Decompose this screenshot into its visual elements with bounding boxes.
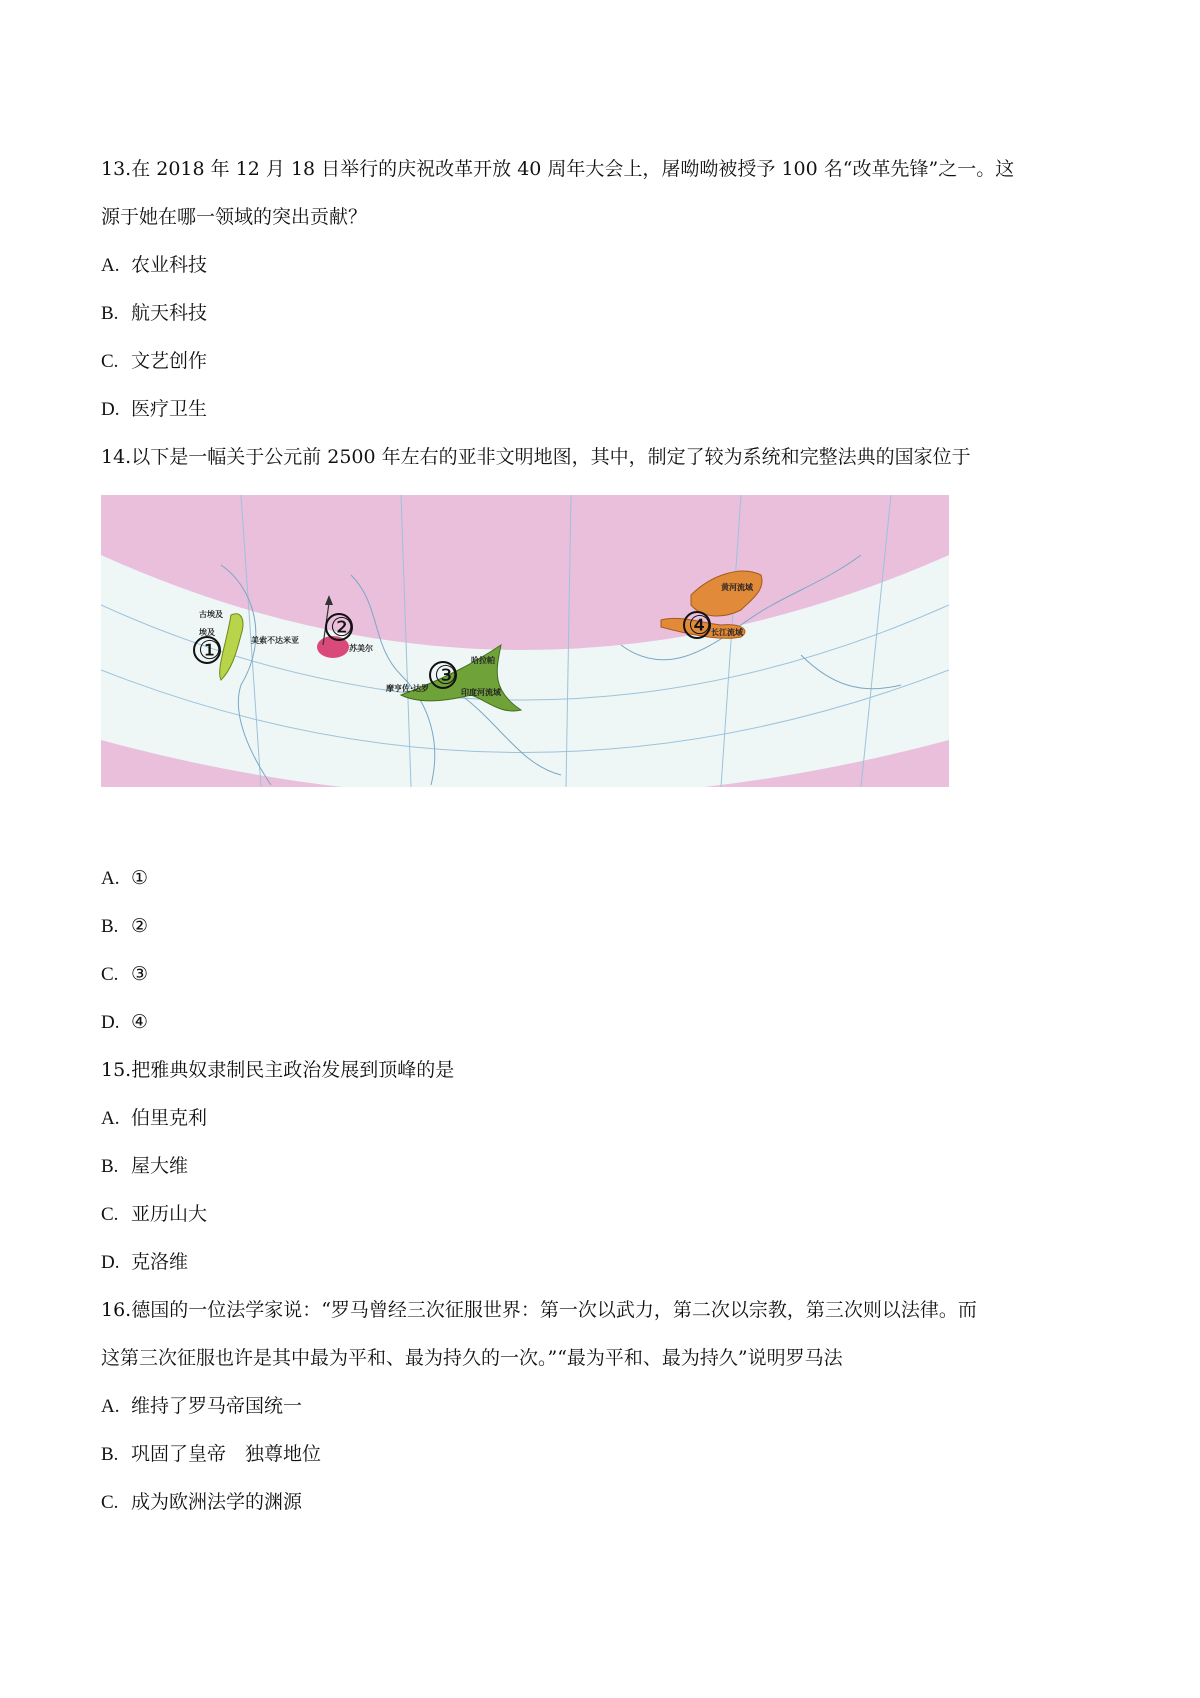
option-letter: A. (101, 868, 120, 889)
q16-option-a[interactable] (101, 1397, 302, 1416)
option-letter: D. (101, 399, 120, 420)
q15-option-a[interactable] (101, 1109, 207, 1128)
label-yangtze: 长江流域 (711, 628, 743, 637)
option-text: 医疗卫生 (131, 398, 208, 420)
q13-stem-line2: 源于她在哪一领域的突出贡献？ (101, 206, 368, 228)
yellow-river-region (691, 571, 762, 616)
q16-stem-line2: 这第三次征服也许是其中最为平和、最为持久的一次。”“最为平和、最为持久”说明罗马法 (101, 1347, 843, 1369)
option-text: ① (131, 867, 149, 889)
option-text: 克洛维 (131, 1251, 189, 1273)
q13-option-b[interactable] (101, 304, 207, 323)
option-letter: A. (101, 255, 120, 276)
q14-option-c[interactable] (101, 965, 148, 984)
option-letter: C. (101, 1204, 119, 1225)
label-egypt: 古埃及 (199, 610, 223, 619)
label-mohenjo: 摩亨佐·达罗 (386, 684, 430, 693)
label-mesopotamia: 美索不达米亚 (251, 636, 299, 645)
option-letter: C. (101, 351, 119, 372)
marker-2 (326, 613, 353, 643)
option-letter: C. (101, 1492, 119, 1513)
q13-option-a[interactable] (101, 256, 207, 275)
q16-option-b[interactable] (101, 1445, 321, 1464)
option-letter: A. (101, 1396, 120, 1417)
option-text: 屋大维 (131, 1155, 189, 1177)
marker-3-label: ③ (434, 661, 458, 691)
q13-option-c[interactable] (101, 352, 207, 371)
q15-option-d[interactable] (101, 1253, 188, 1272)
option-text: 维持了罗马帝国统一 (131, 1395, 303, 1417)
option-text: ③ (131, 963, 149, 985)
label-egypt2: 埃及 (199, 628, 215, 637)
option-letter: A. (101, 1108, 120, 1129)
label-indus: 印度河流域 (461, 688, 501, 697)
map-svg (101, 495, 949, 787)
option-letter: C. (101, 964, 119, 985)
option-letter: B. (101, 1444, 119, 1465)
q16-stem-line1: 16.德国的一位法学家说：“罗马曾经三次征服世界：第一次以武力，第二次以宗教，第三次则以法律。而 (101, 1299, 977, 1321)
q15-option-c[interactable] (101, 1205, 207, 1224)
option-letter: D. (101, 1012, 120, 1033)
option-text: ④ (131, 1011, 149, 1033)
marker-1 (194, 636, 221, 666)
marker-4 (684, 611, 711, 641)
label-harappa: 哈拉帕 (471, 656, 495, 665)
marker-3 (430, 661, 457, 691)
q14-stem-line1: 14.以下是一幅关于公元前 2500 年左右的亚非文明地图，其中，制定了较为系统和完整法典的国家位于 (101, 446, 971, 468)
option-letter: D. (101, 1252, 120, 1273)
option-text: 亚历山大 (131, 1203, 208, 1225)
option-text: 农业科技 (131, 254, 208, 276)
q15-stem-line1: 15.把雅典奴隶制民主政治发展到顶峰的是 (101, 1059, 455, 1081)
q13-option-d[interactable] (101, 400, 207, 419)
q13-stem-line1: 13.在 2018 年 12 月 18 日举行的庆祝改革开放 40 周年大会上，屠呦呦被授予 100 名“改革先锋”之一。这 (101, 158, 1015, 180)
map-arrow-head (325, 595, 333, 605)
q16-option-c[interactable] (101, 1493, 302, 1512)
option-letter: B. (101, 303, 119, 324)
option-text: 伯里克利 (131, 1107, 208, 1129)
label-sumer: 苏美尔 (349, 644, 373, 653)
marker-2-label: ② (330, 613, 354, 643)
option-text: 巩固了皇帝 独尊地位 (131, 1443, 322, 1465)
q14-option-b[interactable] (101, 917, 148, 936)
option-letter: B. (101, 1156, 119, 1177)
label-yellow-river: 黄河流域 (721, 583, 753, 592)
q15-option-b[interactable] (101, 1157, 188, 1176)
option-text: 文艺创作 (131, 350, 208, 372)
q14-option-a[interactable] (101, 869, 148, 888)
option-text: ② (131, 915, 149, 937)
q14-option-d[interactable] (101, 1013, 148, 1032)
marker-4-label: ④ (688, 611, 712, 641)
option-text: 航天科技 (131, 302, 208, 324)
option-text: 成为欧洲法学的渊源 (131, 1491, 303, 1513)
civilization-map (101, 495, 949, 787)
option-letter: B. (101, 916, 119, 937)
marker-1-label: ① (198, 636, 222, 666)
